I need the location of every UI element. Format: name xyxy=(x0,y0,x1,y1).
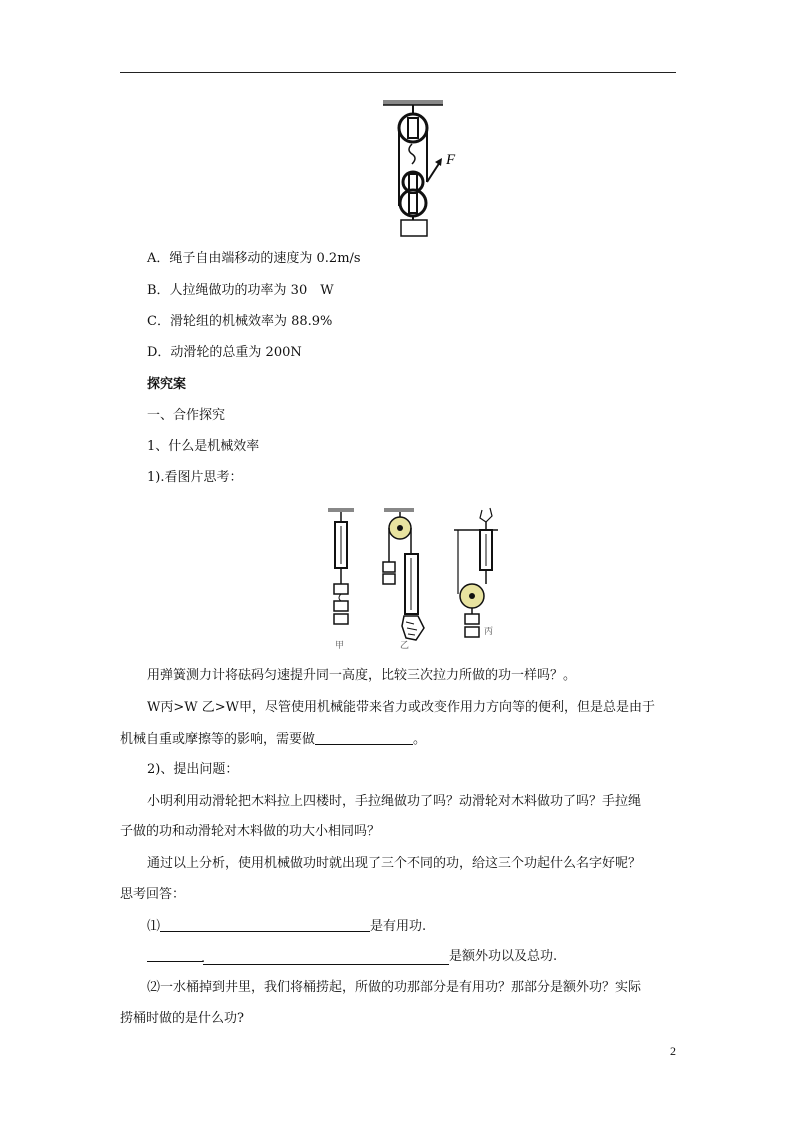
paragraph-2-line-2 xyxy=(120,730,426,749)
paragraph-3-line-1: 小明利用动滑轮把木料拉上四楼时，手拉绳做功了吗？动滑轮对木料做功了吗？手拉绳 xyxy=(147,794,642,809)
option-d: D．动滑轮的总重为 200N xyxy=(147,345,302,360)
answer-blank-3[interactable] xyxy=(147,947,203,962)
section-title: 探究案 xyxy=(147,377,187,392)
force-label: F xyxy=(446,152,456,168)
label-a: 甲 xyxy=(335,641,345,651)
question-2: 2)、提出问题： xyxy=(147,762,239,777)
paragraph-2-line-1: W丙>W 乙>W甲，尽管使用机械能带来省力或改变作用力方向等的便利，但是总是由于 xyxy=(147,700,656,715)
answer-blank-1[interactable] xyxy=(315,730,413,745)
paragraph-4-line-2: 思考回答： xyxy=(120,887,186,902)
spring-scale-figure xyxy=(322,504,506,654)
paragraph-4-line-1: 通过以上分析，使用机械做功时就出现了三个不同的功，给这三个功起什么名字好呢？ xyxy=(147,856,642,871)
paragraph-5-line-2: 捞桶时做的是什么功? xyxy=(120,1011,244,1026)
paragraph-3-line-2: 子做的功和动滑轮对木料做的功大小相同吗？ xyxy=(120,824,381,839)
answer-blank-3-dot[interactable]: . xyxy=(203,950,449,965)
label-c: 丙 xyxy=(484,627,494,637)
question-1: 1、什么是机械效率 xyxy=(147,439,260,454)
paragraph-2-text: 机械自重或摩擦等的影响，需要做 xyxy=(120,732,316,747)
page-number: 2 xyxy=(670,1044,676,1058)
answer-1-prefix: ⑴ xyxy=(147,919,161,934)
question-1-sub: 1).看图片思考： xyxy=(147,470,243,485)
answer-1-suffix: 是有用功. xyxy=(370,919,427,934)
option-c: C．滑轮组的机械效率为 88.9% xyxy=(147,314,333,329)
option-a: A．绳子自由端移动的速度为 0.2m/s xyxy=(147,251,361,266)
paragraph-5-line-1: ⑵一水桶掉到井里，我们将桶捞起，所做的功那部分是有用功？那部分是额外功？实际 xyxy=(147,980,642,995)
paragraph-1: 用弹簧测力计将砝码匀速提升同一高度，比较三次拉力所做的功一样吗？。 xyxy=(147,668,577,683)
header-rule xyxy=(120,72,676,73)
subsection-title: 一、合作探究 xyxy=(147,408,226,423)
label-b: 乙 xyxy=(400,641,410,651)
answer-line-1 xyxy=(147,917,426,936)
answer-2-suffix: 是额外功以及总功. xyxy=(449,949,558,964)
option-b: B．人拉绳做功的功率为 30 W xyxy=(147,283,334,298)
pulley-figure xyxy=(380,96,470,238)
paragraph-2-end: 。 xyxy=(413,732,427,747)
answer-blank-2[interactable] xyxy=(160,917,370,932)
answer-line-2 xyxy=(147,947,557,966)
